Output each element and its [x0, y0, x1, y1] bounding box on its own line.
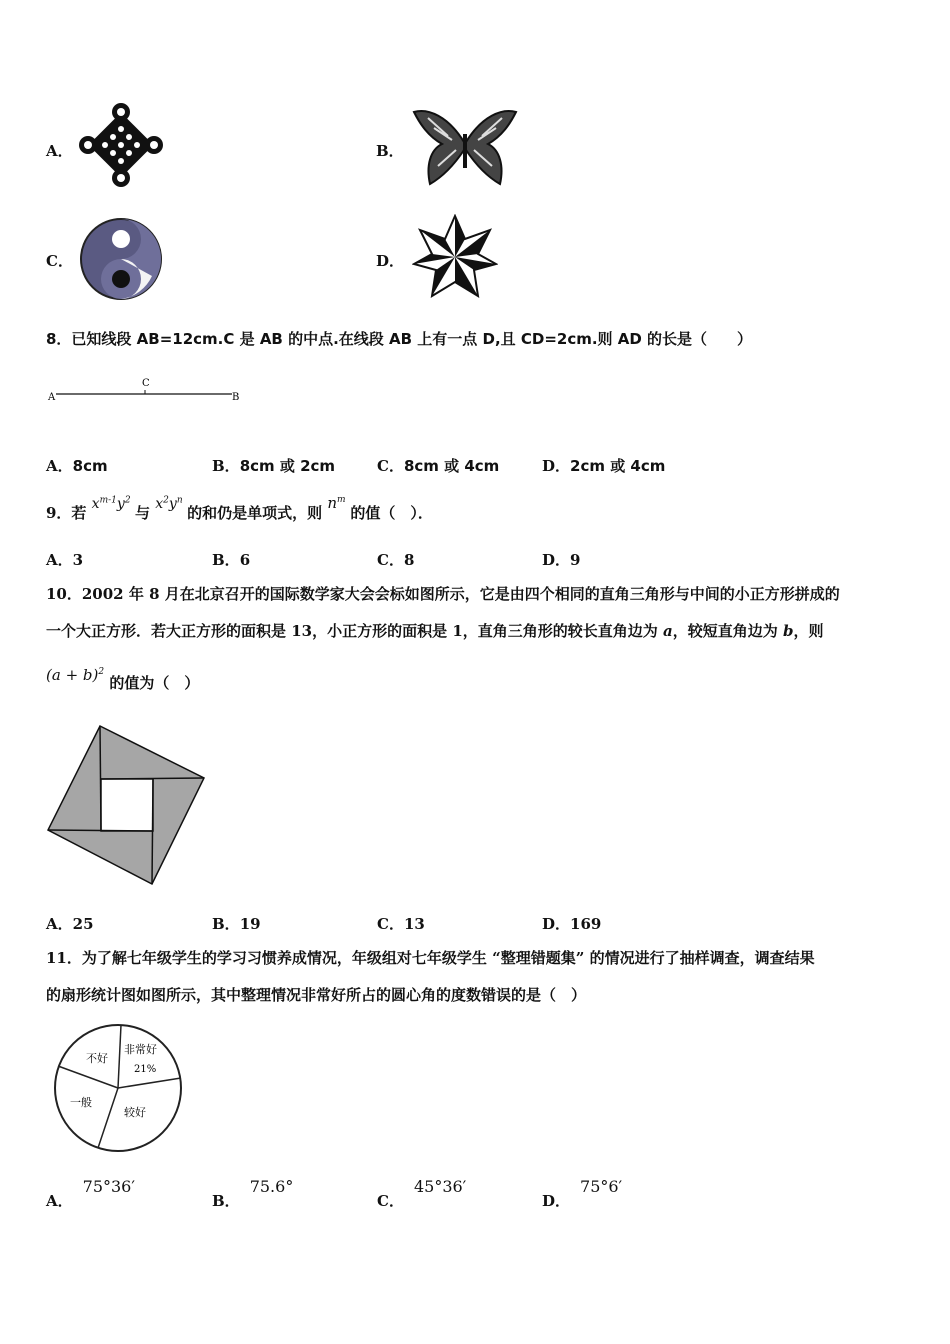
option-text: 45°36′: [413, 1177, 467, 1196]
option-text: 9: [570, 551, 581, 569]
chinese-knot-icon: [78, 102, 164, 188]
option-letter: B．: [212, 457, 240, 475]
option-text: 6: [239, 551, 251, 569]
pie-annotation-percent: 21%: [134, 1064, 157, 1075]
option-letter: D．: [542, 551, 571, 569]
q9-option-d[interactable]: [542, 549, 580, 570]
zhao-shuang-figure: [46, 724, 210, 888]
q9-term2: $x^2y^n$: [155, 495, 183, 512]
eight-point-star-icon: [412, 214, 498, 300]
q10-line1: 10．2002 年 8 月在北京召开的国际数学家大会会标如图所示，它是由四个相同的直角三角形与中间的小正方形拼成的: [46, 585, 840, 603]
option-text: 13: [403, 915, 425, 933]
segment-ab-figure: [46, 372, 246, 406]
option-letter: C．: [377, 457, 404, 475]
pie-label-good: 较好: [124, 1106, 146, 1119]
option-letter: C．: [377, 915, 404, 933]
q9-term1: $x^{m-1}y^2$: [91, 495, 131, 512]
q8-option-d[interactable]: [542, 455, 665, 476]
option-text: 169: [570, 915, 602, 933]
q8-option-c[interactable]: [377, 455, 499, 476]
q11-line2: 的扇形统计图如图所示，其中整理情况非常好所占的圆心角的度数错误的是（ ）: [46, 986, 587, 1004]
point-b-label: B: [232, 392, 240, 403]
q11-option-d[interactable]: [542, 1177, 623, 1211]
option-letter: A．: [46, 915, 73, 933]
q8-option-b[interactable]: [212, 455, 335, 476]
option-text: 8cm 或 2cm: [239, 457, 336, 475]
option-letter: A．: [46, 457, 73, 475]
option-text: 75°6′: [580, 1177, 623, 1196]
q11-option-a[interactable]: [46, 1177, 135, 1211]
q7-option-c-letter: C．: [46, 252, 73, 270]
point-c-label: C: [142, 378, 150, 389]
option-text: 75°36′: [82, 1177, 135, 1196]
q7-option-b-letter: B．: [376, 142, 404, 160]
option-text: 8cm 或 4cm: [403, 457, 500, 475]
pie-label-poor: 不好: [86, 1052, 108, 1065]
q10-line2: 一个大正方形．若大正方形的面积是 13，小正方形的面积是 1，直角三角形的较长直角边为 a，较短直角边为 b，则: [46, 622, 824, 640]
option-letter: B．: [212, 1192, 240, 1210]
q11-option-b[interactable]: [212, 1177, 294, 1211]
q11-line1: 11．为了解七年级学生的学习习惯养成情况，年级组对七年级学生 “整理错题集” 的情况进行了抽样调查，调查结果: [46, 949, 815, 967]
q10-option-d[interactable]: [542, 913, 601, 934]
q8-stem: 8．已知线段 AB=12cm.C 是 AB 的中点.在线段 AB 上有一点 D,且 CD=2cm.则 AD 的长是（ ）: [46, 330, 753, 348]
pie-label-average: 一般: [70, 1096, 92, 1109]
option-text: 8cm: [72, 457, 108, 475]
option-text: 19: [239, 915, 261, 933]
q9-suffix: 的值（ ）．: [350, 504, 433, 522]
option-letter: B．: [212, 551, 240, 569]
q7-option-a-letter: A．: [46, 142, 73, 160]
q10-line3: $(a + b)^2$ 的值为（ ）: [46, 666, 200, 692]
q11-option-c[interactable]: [377, 1177, 467, 1211]
q7-option-d-letter: D．: [376, 252, 405, 270]
q10-option-a[interactable]: [46, 913, 94, 934]
option-letter: B．: [212, 915, 240, 933]
point-a-label: A: [48, 392, 56, 403]
q9-power: $n^m$: [327, 494, 346, 512]
option-text: 75.6°: [249, 1177, 294, 1196]
option-letter: D．: [542, 915, 571, 933]
q9-stem: [46, 492, 433, 522]
q9-option-c[interactable]: [377, 549, 414, 570]
option-letter: D．: [542, 1192, 571, 1210]
pie-label-very-good: 非常好: [124, 1043, 157, 1056]
option-text: 2cm 或 4cm: [570, 457, 666, 475]
pie-chart: [50, 1020, 190, 1156]
option-letter: A．: [46, 551, 73, 569]
butterfly-icon: [408, 106, 522, 188]
q8-option-a[interactable]: [46, 455, 108, 476]
yin-yang-icon: [78, 216, 164, 302]
option-text: 8: [403, 551, 415, 569]
q9-middle2: 的和仍是单项式，则: [187, 504, 323, 522]
q9-prefix: 9．若: [46, 504, 87, 522]
q10-option-b[interactable]: [212, 913, 261, 934]
option-letter: C．: [377, 1192, 404, 1210]
q9-option-a[interactable]: [46, 549, 83, 570]
q10-option-c[interactable]: [377, 913, 425, 934]
option-text: 25: [72, 915, 94, 933]
option-text: 3: [72, 551, 84, 569]
q10-expression: $(a + b)^2$: [46, 666, 105, 684]
q9-middle: 与: [135, 504, 151, 522]
option-letter: A．: [46, 1192, 73, 1210]
q9-option-b[interactable]: [212, 549, 250, 570]
option-letter: C．: [377, 551, 404, 569]
option-letter: D．: [542, 457, 571, 475]
